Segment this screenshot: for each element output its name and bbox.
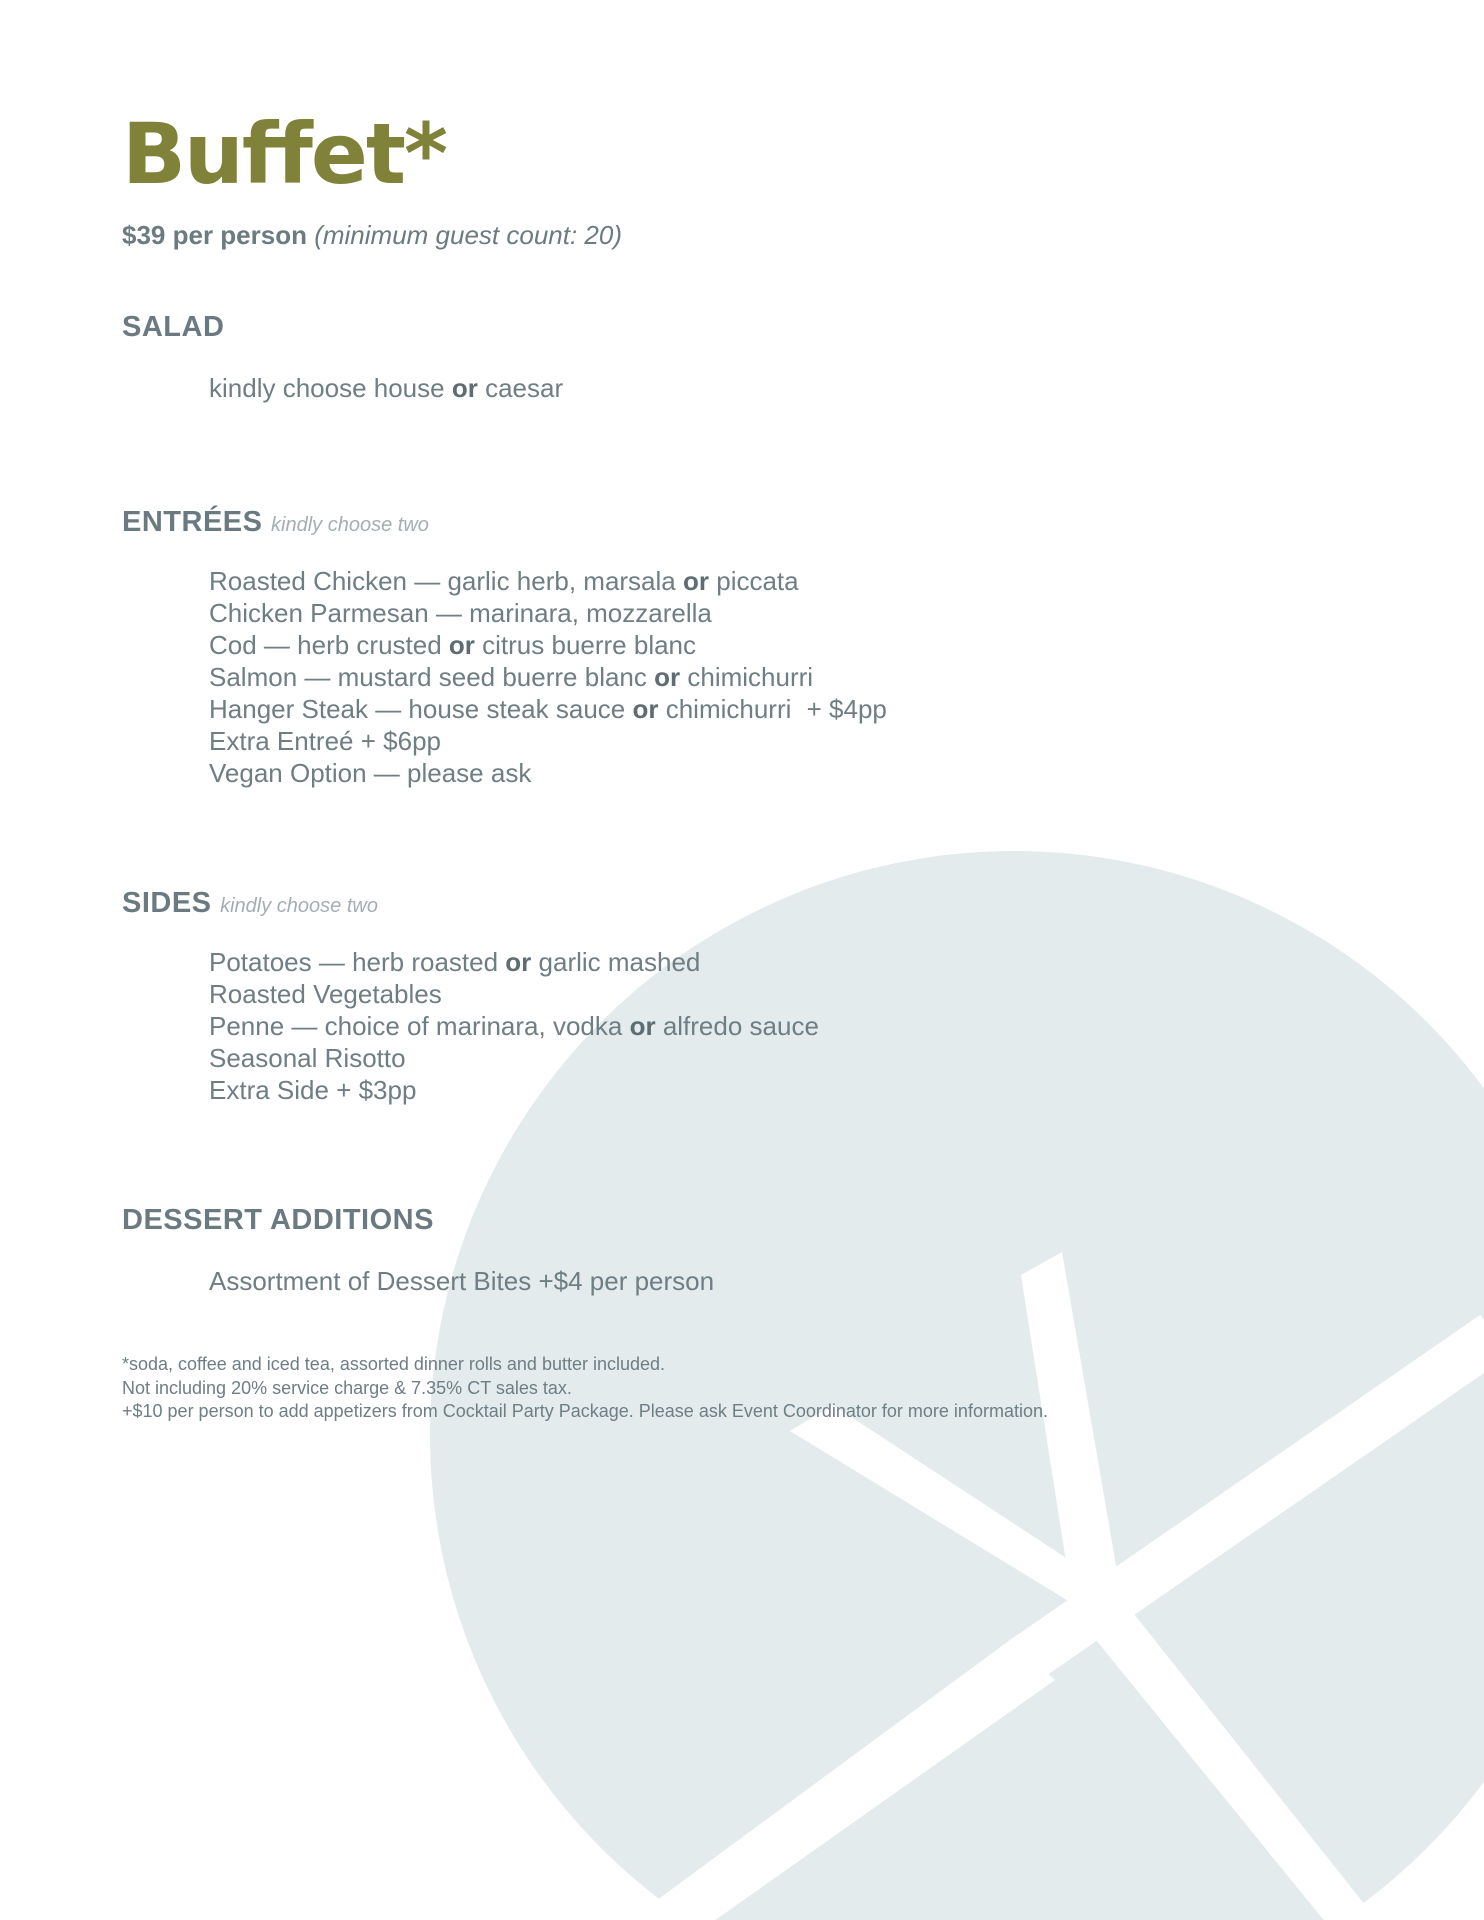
- salad-items: [209, 372, 1382, 404]
- item-text: Extra Entreé: [209, 726, 354, 756]
- list-item: [209, 565, 1382, 597]
- item-text: Salmon — mustard seed buerre blanc: [209, 662, 647, 692]
- list-item: [209, 1042, 1382, 1074]
- item-text: Chicken Parmesan — marinara, mozzarella: [209, 598, 712, 628]
- dessert-heading-label: DESSERT ADDITIONS: [122, 1204, 434, 1236]
- menu-title: Buffet*: [122, 105, 446, 203]
- list-item: [209, 597, 1382, 629]
- list-item: [209, 629, 1382, 661]
- entrees-hint: kindly choose two: [271, 514, 429, 536]
- item-text: Extra Side: [209, 1075, 329, 1105]
- salad-heading: [122, 311, 1382, 344]
- price-per-person: $39 per person: [122, 220, 307, 250]
- salad-item: [209, 372, 1382, 404]
- item-text: Potatoes — herb roasted: [209, 947, 499, 977]
- footnotes: [122, 1353, 1382, 1424]
- menu-page: [122, 105, 1382, 1424]
- list-item: [209, 978, 1382, 1010]
- list-item: [209, 1265, 1382, 1297]
- item-text: Vegan Option — please ask: [209, 758, 532, 788]
- list-item: [209, 1074, 1382, 1106]
- or-word: or: [654, 662, 681, 692]
- footnote-line: *soda, coffee and iced tea, assorted dinner rolls and butter included.: [122, 1354, 666, 1374]
- salad-option-a: kindly choose house: [209, 373, 445, 403]
- item-price: + $4pp: [806, 694, 887, 724]
- item-text: Hanger Steak — house steak sauce: [209, 694, 626, 724]
- salad-option-b: caesar: [485, 373, 564, 403]
- list-item: [209, 946, 1382, 978]
- or-word: or: [632, 694, 659, 724]
- item-text: garlic mashed: [538, 947, 701, 977]
- sides-list: [209, 946, 1382, 1106]
- item-text: Cod — herb crusted: [209, 630, 442, 660]
- or-word: or: [451, 373, 478, 403]
- item-text: chimichurri: [665, 694, 792, 724]
- item-text: piccata: [716, 566, 799, 596]
- item-text: Roasted Chicken — garlic herb, marsala: [209, 566, 676, 596]
- sides-hint: kindly choose two: [220, 895, 378, 917]
- sides-heading-label: SIDES: [122, 887, 212, 919]
- entrees-list: [209, 565, 1382, 789]
- or-word: or: [448, 630, 475, 660]
- list-item: [209, 757, 1382, 789]
- item-price: + $3pp: [336, 1075, 417, 1105]
- salad-heading-label: SALAD: [122, 311, 225, 343]
- footnote-line: Not including 20% service charge & 7.35% CT sales tax.: [122, 1377, 572, 1398]
- dessert-list: [209, 1265, 1382, 1297]
- item-price: + $6pp: [360, 726, 441, 756]
- item-text: Penne — choice of marinara, vodka: [209, 1011, 623, 1041]
- or-word: or: [505, 947, 532, 977]
- list-item: [209, 693, 1382, 725]
- entrees-heading-label: ENTRÉES: [122, 506, 263, 538]
- item-text: Assortment of Dessert Bites +$4 per person: [209, 1266, 715, 1296]
- item-text: chimichurri: [687, 662, 814, 692]
- price-line: [122, 220, 1382, 251]
- minimum-guest-note: (minimum guest count: 20): [314, 220, 623, 250]
- item-text: citrus buerre blanc: [482, 630, 697, 660]
- item-text: Roasted Vegetables: [209, 979, 442, 1009]
- entrees-heading: [122, 506, 1382, 539]
- dessert-heading: [122, 1204, 1382, 1237]
- list-item: [209, 1010, 1382, 1042]
- item-text: alfredo sauce: [662, 1011, 819, 1041]
- list-item: [209, 661, 1382, 693]
- sides-heading: [122, 887, 1382, 920]
- item-text: Seasonal Risotto: [209, 1043, 406, 1073]
- or-word: or: [683, 566, 709, 596]
- or-word: or: [629, 1011, 656, 1041]
- list-item: [209, 725, 1382, 757]
- footnote-line: +$10 per person to add appetizers from Cocktail Party Package. Please ask Event Coordinator for more information.: [122, 1401, 1048, 1421]
